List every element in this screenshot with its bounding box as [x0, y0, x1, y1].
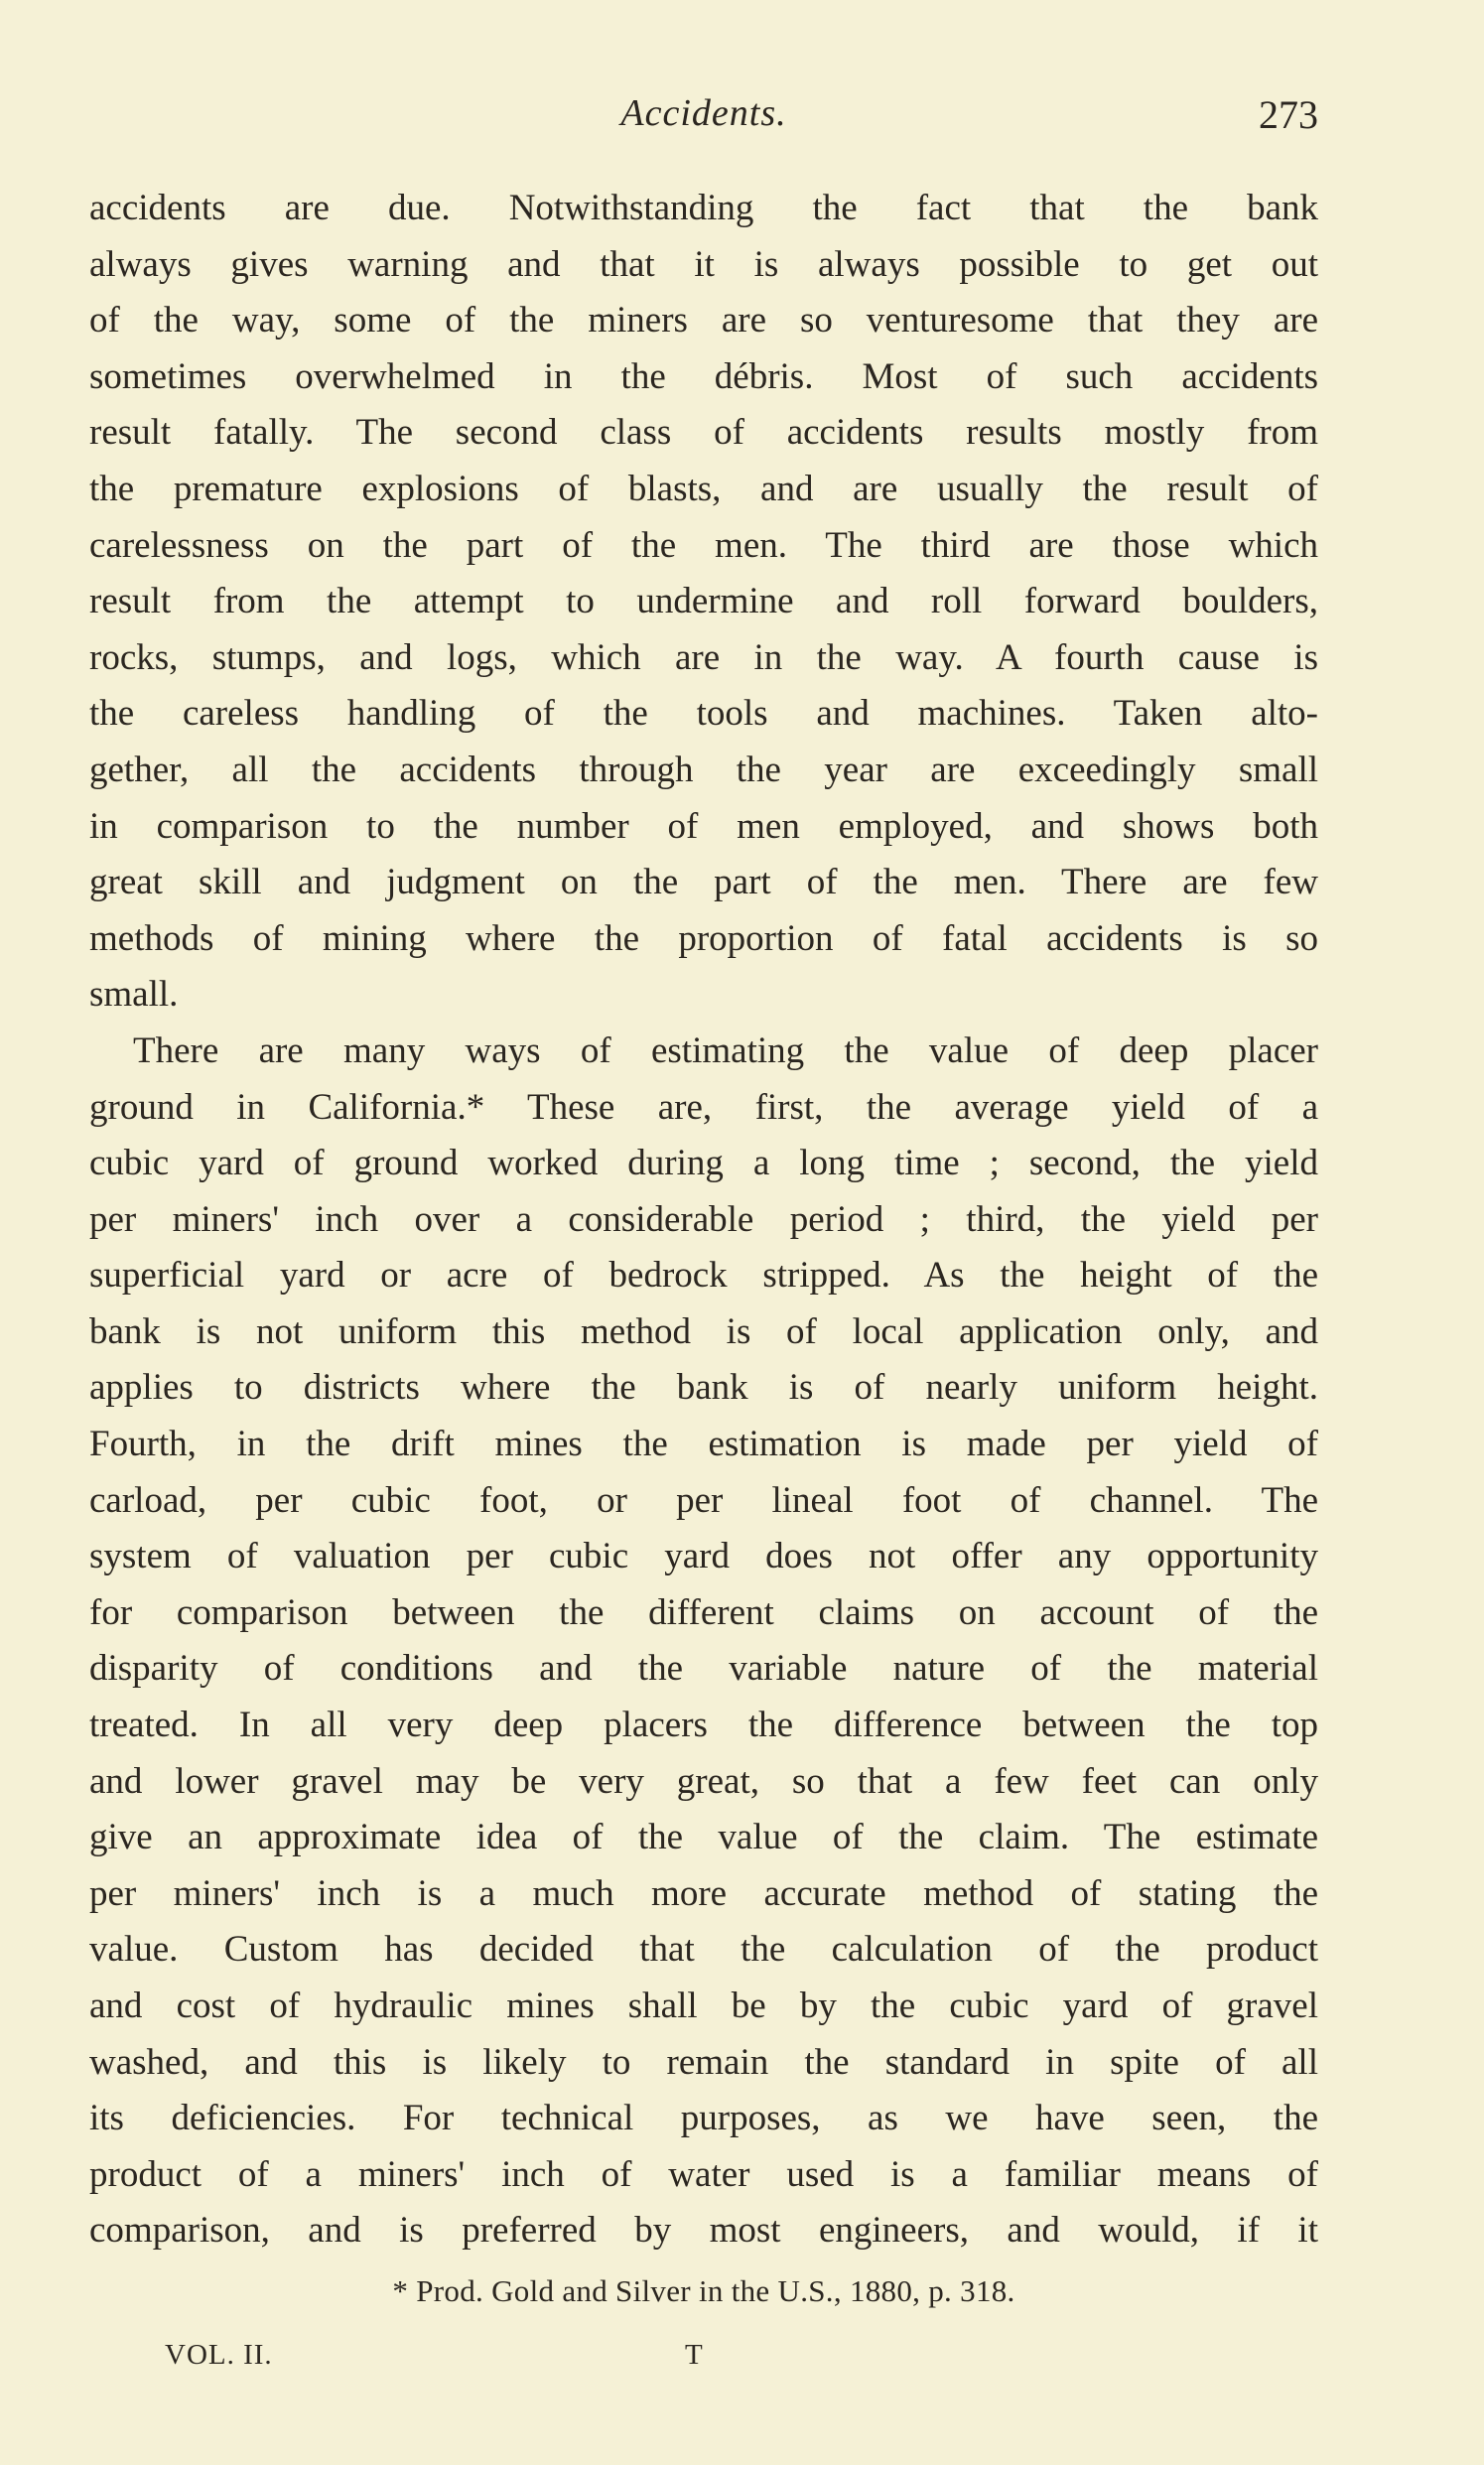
paragraph-end-line: small.	[89, 974, 179, 1016]
text-line: per miners' inch is a much more accurate method of stating the	[89, 1872, 1318, 1914]
text-line: its deficiencies. For technical purposes, as we have seen, the	[89, 2098, 1318, 2139]
page-header	[89, 91, 1318, 141]
text-line: system of valuation per cubic yard does not offer any opportunity	[89, 1536, 1318, 1577]
text-line: Fourth, in the drift mines the estimation is made per yield of	[89, 1424, 1318, 1465]
text-line: sometimes overwhelmed in the débris. Most of such accidents	[89, 355, 1318, 397]
text-line: product of a miners' inch of water used is a familiar means of	[89, 2153, 1318, 2195]
text-line: accidents are due. Notwithstanding the fact that the bank	[89, 188, 1318, 228]
text-line: superficial yard or acre of bedrock stripped. As the height of the	[89, 1255, 1318, 1297]
text-line: washed, and this is likely to remain the standard in spite of all	[89, 2041, 1318, 2083]
text-line: result from the attempt to undermine and roll forward boulders,	[89, 581, 1318, 622]
text-line: carelessness on the part of the men. The third are those which	[89, 524, 1318, 566]
running-title: Accidents.	[620, 92, 787, 134]
signature-mark: T	[685, 2339, 703, 2371]
text-line: for comparison between the different claims on account of the	[89, 1591, 1318, 1633]
text-line: bank is not uniform this method is of local application only, and	[89, 1310, 1318, 1352]
page-number: 273	[1259, 92, 1318, 137]
text-line: disparity of conditions and the variable nature of the material	[89, 1648, 1318, 1690]
text-line: result fatally. The second class of accidents results mostly from	[89, 412, 1318, 454]
volume-signature: VOL. II.	[165, 2339, 273, 2371]
text-line: ground in California.* These are, first, the average yield of a	[89, 1086, 1318, 1128]
text-line: the premature explosions of blasts, and are usually the result of	[89, 468, 1318, 509]
text-line: comparison, and is preferred by most engineers, and would, if it	[89, 2210, 1318, 2252]
paragraph-start-line: There are many ways of estimating the value of deep placer	[133, 1029, 1318, 1071]
text-line: cubic yard of ground worked during a long time ; second, the yield	[89, 1143, 1318, 1184]
text-line: always gives warning and that it is always possible to get out	[89, 243, 1318, 285]
text-line: methods of mining where the proportion of fatal accidents is so	[89, 917, 1318, 959]
text-line: treated. In all very deep placers the difference between the top	[89, 1705, 1318, 1746]
footnote: * Prod. Gold and Silver in the U.S., 1880, p. 318.	[392, 2273, 1015, 2308]
body-text	[89, 181, 1318, 2260]
text-line: per miners' inch over a considerable period ; third, the yield per	[89, 1198, 1318, 1240]
text-line: and lower gravel may be very great, so that a few feet can only	[89, 1760, 1318, 1802]
text-line: carload, per cubic foot, or per lineal foot of channel. The	[89, 1479, 1318, 1521]
text-line: great skill and judgment on the part of the men. There are few	[89, 862, 1318, 903]
text-line: the careless handling of the tools and machines. Taken alto-	[89, 693, 1318, 735]
text-line: give an approximate idea of the value of the claim. The estimate	[89, 1817, 1318, 1858]
text-line: value. Custom has decided that the calculation of the product	[89, 1929, 1318, 1971]
text-line: of the way, some of the miners are so venturesome that they are	[89, 300, 1318, 342]
text-line: gether, all the accidents through the year are exceedingly small	[89, 749, 1318, 790]
text-line: and cost of hydraulic mines shall be by the cubic yard of gravel	[89, 1986, 1318, 2026]
text-line: in comparison to the number of men employed, and shows both	[89, 805, 1318, 847]
text-line: applies to districts where the bank is of nearly uniform height.	[89, 1367, 1318, 1409]
text-line: rocks, stumps, and logs, which are in the way. A fourth cause is	[89, 636, 1318, 678]
